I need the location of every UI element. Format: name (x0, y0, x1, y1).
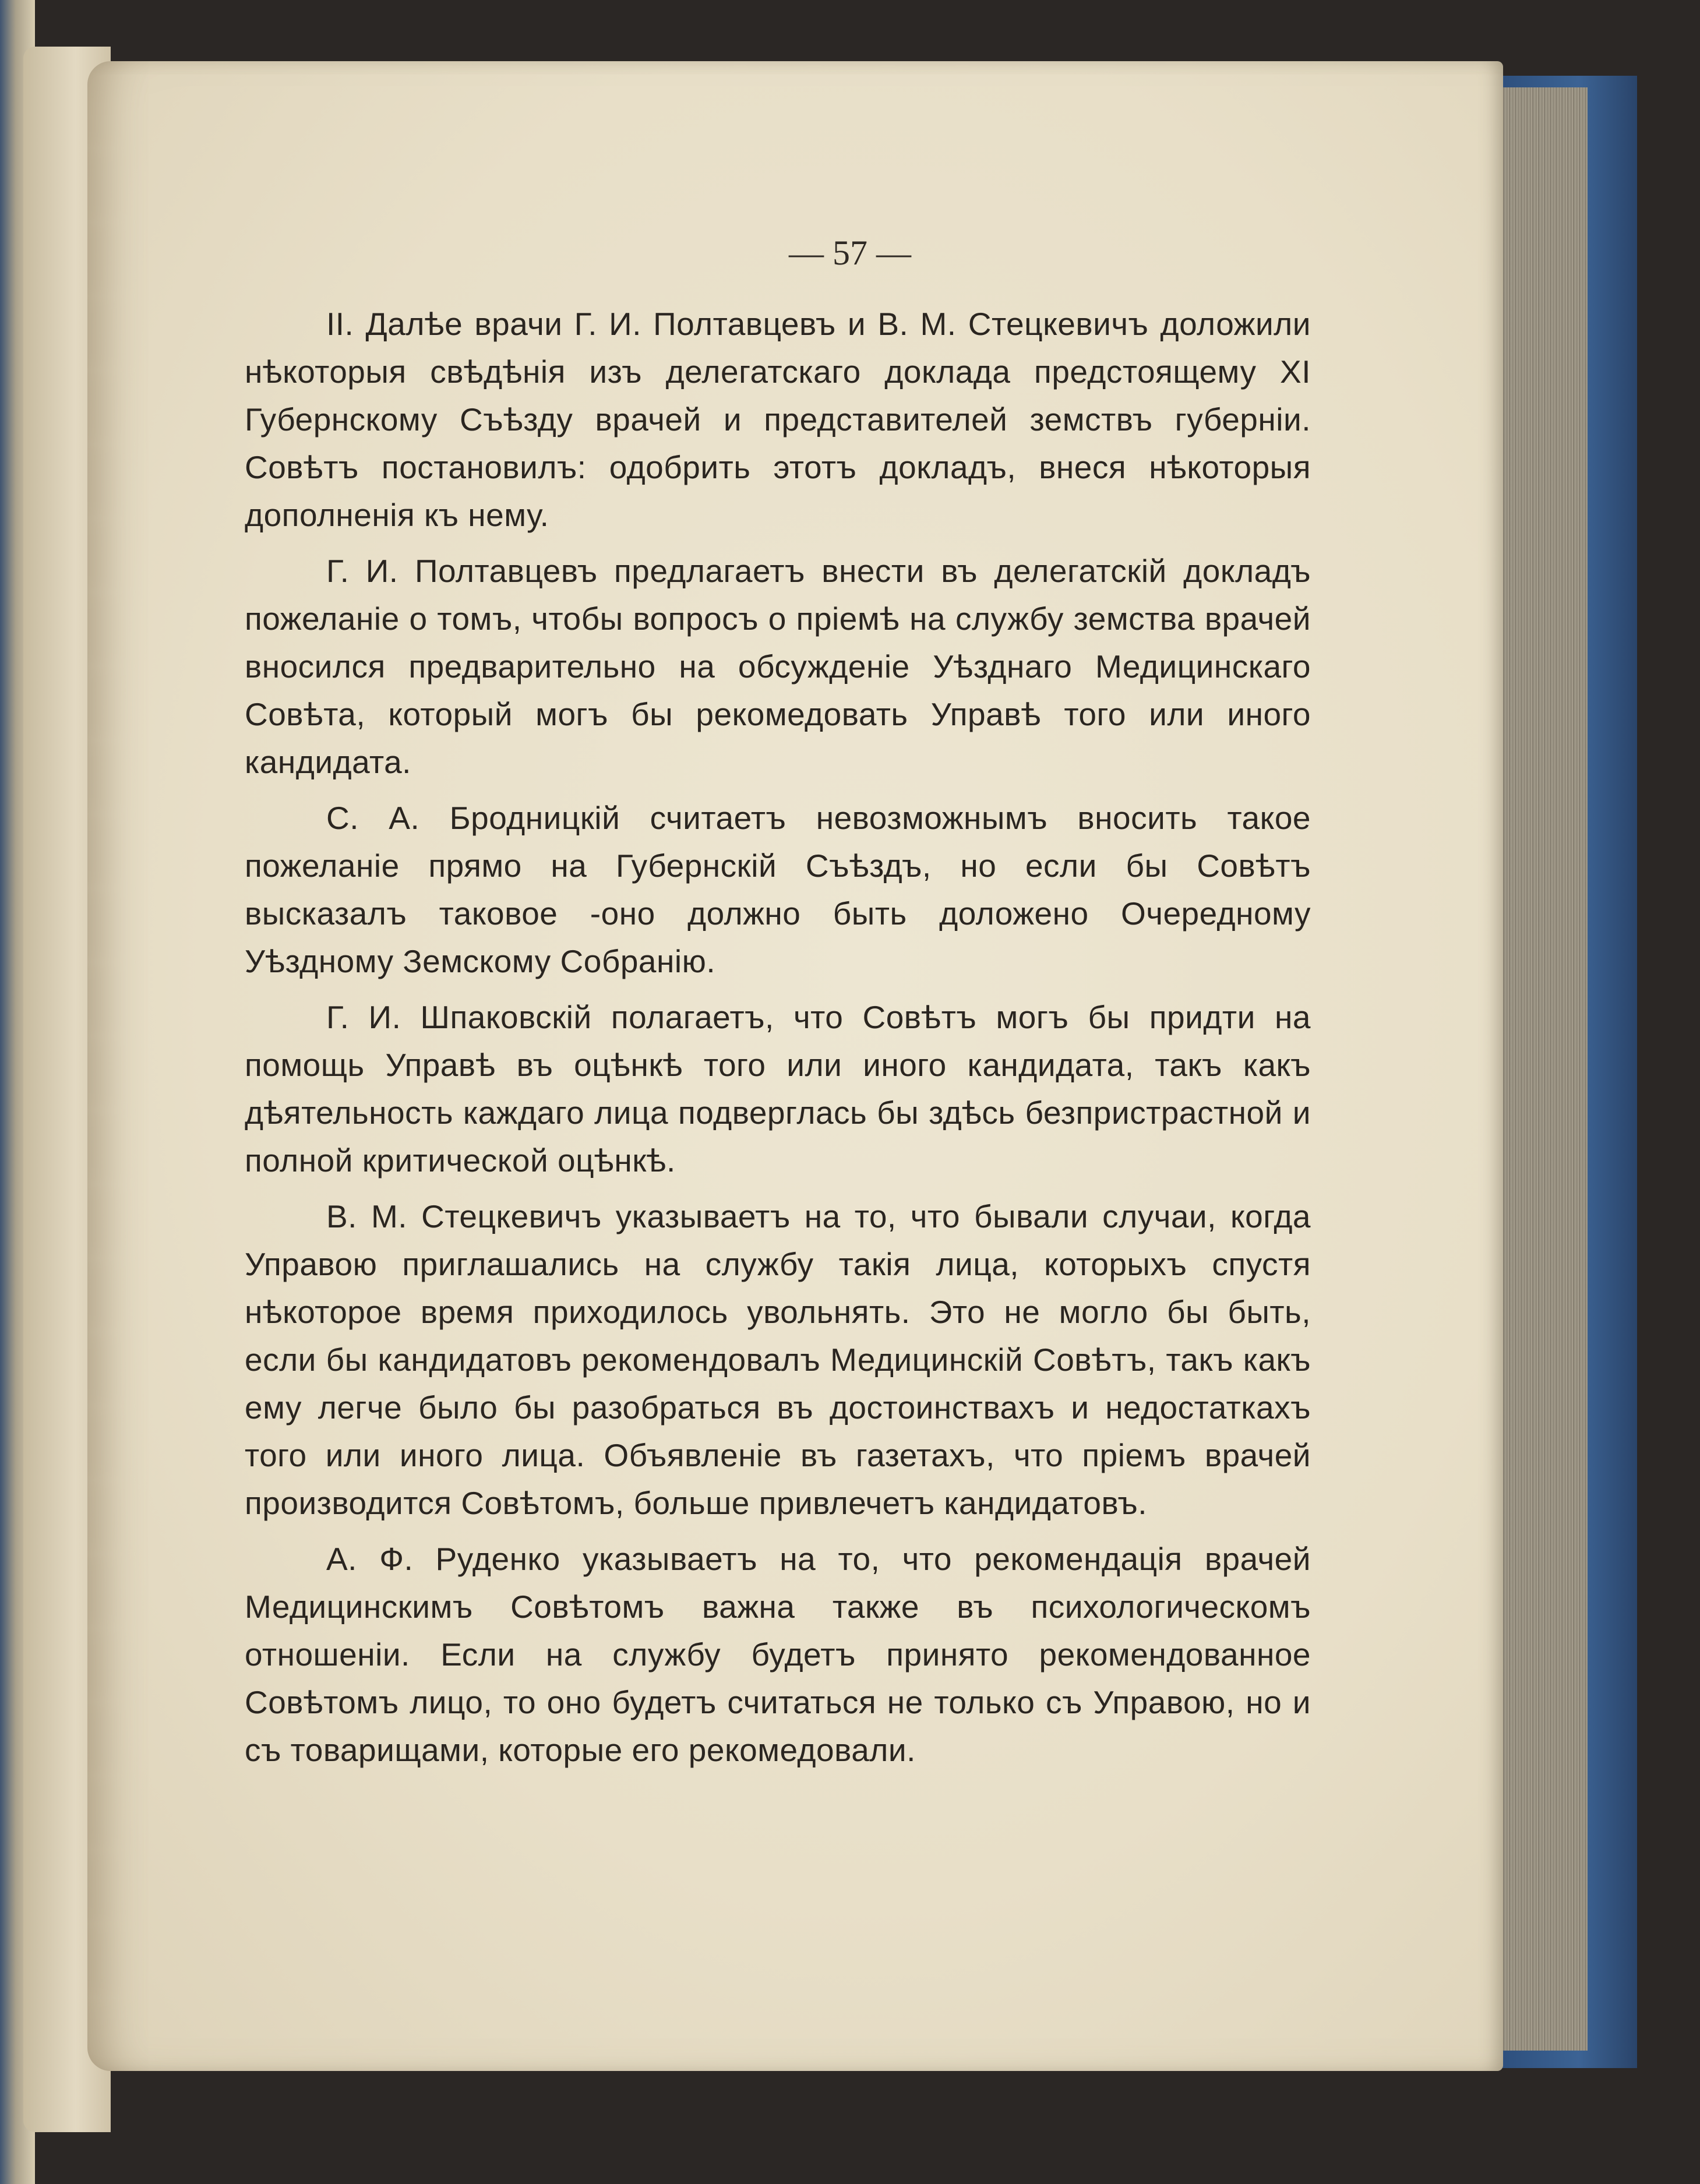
paragraph: II. Далѣе врачи Г. И. Полтавцевъ и В. М. Стецкевичъ доложили нѣкоторыя свѣдѣнія изъ делегатскаго доклада предстоящему XI Губернскому Съѣзду врачей и представителей земствъ губерніи. Совѣтъ постановилъ: одобрить этотъ докладъ, внеся нѣкоторыя дополненія къ нему. (245, 306, 1311, 533)
paragraph: Г. И. Шпаковскій полагаетъ, что Совѣтъ могъ бы придти на помощь Управѣ въ оцѣнкѣ того или иного кандидата, такъ какъ дѣятельность каждаго лица подверглась бы здѣсь безпристрастной и полной критической оцѣнкѣ. (245, 999, 1311, 1179)
paragraph: С. А. Бродницкій считаетъ невозможнымъ вносить такое пожеланіе прямо на Губернскій Съѣздъ, но если бы Совѣтъ высказалъ таковое -оно должно быть доложено Очередному Уѣздному Земскому Собранію. (245, 800, 1311, 979)
page-text (245, 300, 1311, 1782)
page-edges (1491, 87, 1588, 2051)
paragraph: Г. И. Полтавцевъ предлагаетъ внести въ делегатскій докладъ пожеланіе о томъ, чтобы вопросъ о пріемѣ на службу земства врачей вносился предварительно на обсужденіе Уѣзднаго Медицинскаго Совѣта, который могъ бы рекомедовать Управѣ того или иного кандидата. (245, 553, 1311, 780)
paragraph: В. М. Стецкевичъ указываетъ на то, что бывали случаи, когда Управою приглашались на службу такія лица, которыхъ спустя нѣкоторое время приходилось увольнять. Это не могло бы быть, если бы кандидатовъ рекомендовалъ Медицинскій Совѣтъ, такъ какъ ему легче было бы разобраться въ достоинствахъ и недостаткахъ того или иного лица. Объявленіе въ газетахъ, что пріемъ врачей производится Совѣтомъ, больше привлечетъ кандидатовъ. (245, 1198, 1311, 1521)
page-number: — 57 — (789, 234, 911, 272)
paragraph: А. Ф. Руденко указываетъ на то, что рекомендація врачей Медицинскимъ Совѣтомъ важна также въ психологическомъ отношеніи. Если на службу будетъ принято рекомендованное Совѣтомъ лицо, то оно будетъ считаться не только съ Управою, но и съ товарищами, которые его рекомедовали. (245, 1541, 1311, 1768)
